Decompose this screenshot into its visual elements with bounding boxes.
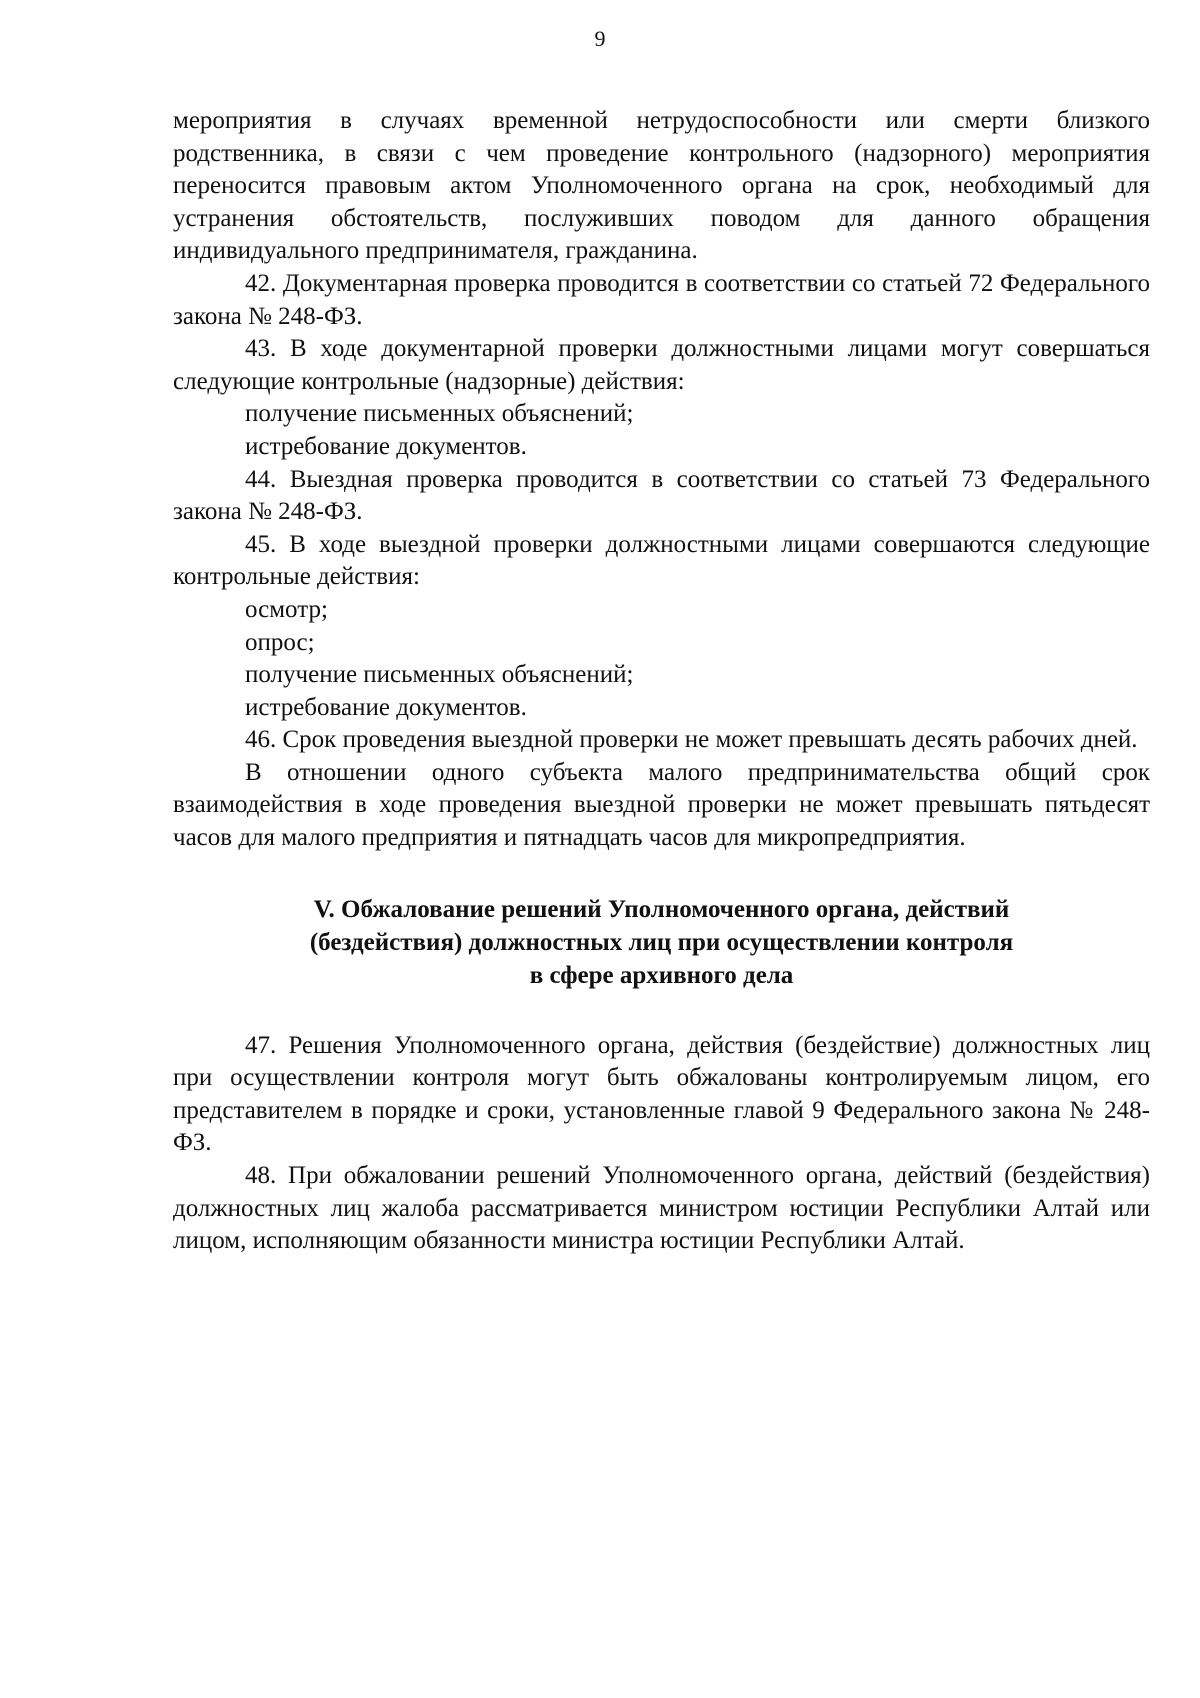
list-item-45-3: получение письменных объяснений; (245, 661, 634, 689)
paragraph-47: 47. Решения Уполномоченного органа, действия (бездействие) должностных лиц при осуществлении контроля могут быть обжалованы контролируемым лицом, его представителем в порядке и сроки, установленные главой 9 Федерального закона № 248-ФЗ. (173, 1031, 1150, 1157)
list-item-45-1: осмотр; (245, 595, 328, 623)
list-item-45-4: истребование документов. (245, 693, 527, 721)
section-heading-line-2: (бездействия) должностных лиц при осуществлении контроля (309, 928, 1014, 956)
paragraph-48: 48. При обжаловании решений Уполномоченного органа, действий (бездействия) должностных лиц жалоба рассматривается министром юстиции Республики Алтай или лицом, исполняющим обязанности министра юстиции Республики Алтай. (173, 1162, 1150, 1255)
list-item-43-1: получение письменных объяснений; (245, 400, 634, 428)
paragraph-42: 42. Документарная проверка проводится в соответствии со статьей 72 Федерального закона № 248-ФЗ. (173, 269, 1150, 330)
list-item-45-2: опрос; (245, 628, 315, 656)
page-number: 9 (594, 26, 606, 51)
section-heading-line-3: в сфере архивного дела (529, 961, 794, 989)
section-heading-line-1: V. Обжалование решений Уполномоченного органа, действий (313, 895, 1010, 923)
paragraph-46-continuation: В отношении одного субъекта малого предпринимательства общий срок взаимодействия в ходе проведения выездной проверки не может превышать пятьдесят часов для малого предприятия и пятнадцать часов для микропредприятия. (173, 758, 1150, 852)
section-heading (173, 893, 1150, 992)
paragraph-45: 45. В ходе выездной проверки должностными лицами совершаются следующие контрольные действия: (173, 530, 1150, 591)
paragraph-43: 43. В ходе документарной проверки должностными лицами могут совершаться следующие контрольные (надзорные) действия: (173, 335, 1150, 395)
document-body (173, 105, 1150, 1258)
paragraph-46: 46. Срок проведения выездной проверки не может превышать десять рабочих дней. (245, 726, 1138, 754)
paragraph-44: 44. Выездная проверка проводится в соответствии со статьей 73 Федерального закона № 248-ФЗ. (173, 465, 1150, 526)
paragraph-41-continuation: мероприятия в случаях временной нетрудоспособности или смерти близкого родственника, в связи с чем проведение контрольного (надзорного) мероприятия переносится правовым актом Уполномоченного органа на срок, необходимый для устранения обстоятельств, послуживших поводом для данного обращения индивидуального предпринимателя, гражданина. (173, 107, 1150, 265)
list-item-43-2: истребование документов. (245, 432, 527, 460)
